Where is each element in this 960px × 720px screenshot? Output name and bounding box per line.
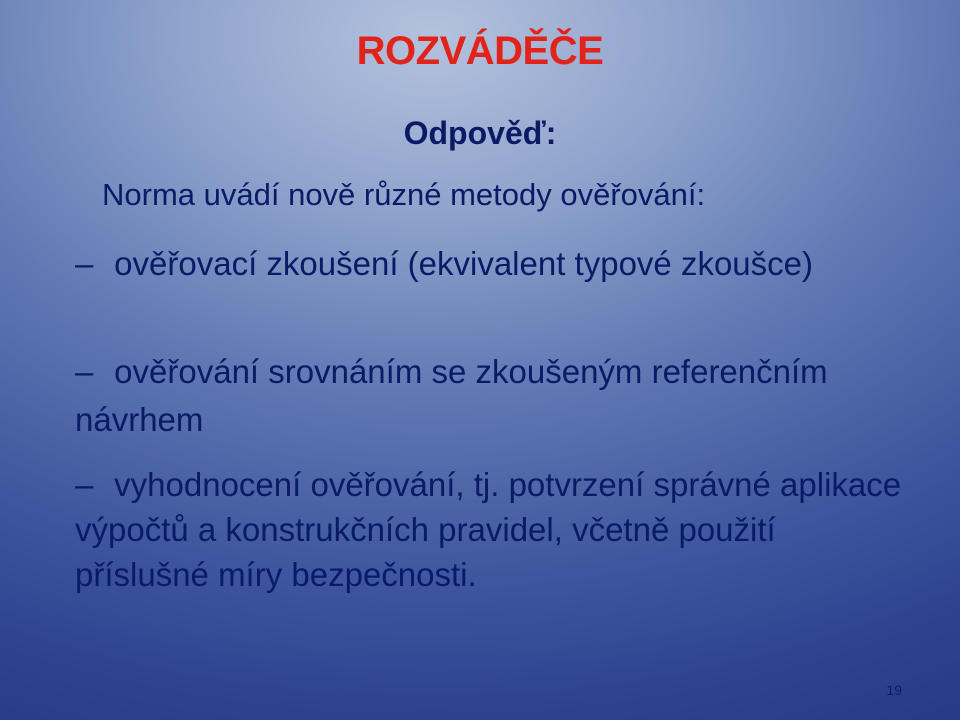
dash-bullet: – [75, 353, 94, 390]
list-item [75, 348, 905, 444]
page-number: 19 [886, 682, 902, 698]
list-item-text: vyhodnocení ověřování, tj. potvrzení správné aplikace výpočtů a konstrukčních pravidel, včetně použití příslušné míry bezpečnosti. [75, 466, 902, 593]
list-item-text: ověřování srovnáním se zkoušeným referenčním návrhem [75, 353, 828, 438]
intro-text: Norma uvádí nově různé metody ověřování: [102, 177, 706, 212]
list-item [75, 462, 905, 597]
slide-title: ROZVÁDĚČE [356, 29, 604, 73]
dash-bullet: – [75, 466, 94, 503]
slide-subtitle: Odpověď: [403, 115, 557, 151]
list-item-text: ověřovací zkoušení (ekvivalent typové zkoušce) [105, 245, 814, 282]
list-item [75, 240, 905, 288]
dash-bullet: – [75, 245, 94, 282]
